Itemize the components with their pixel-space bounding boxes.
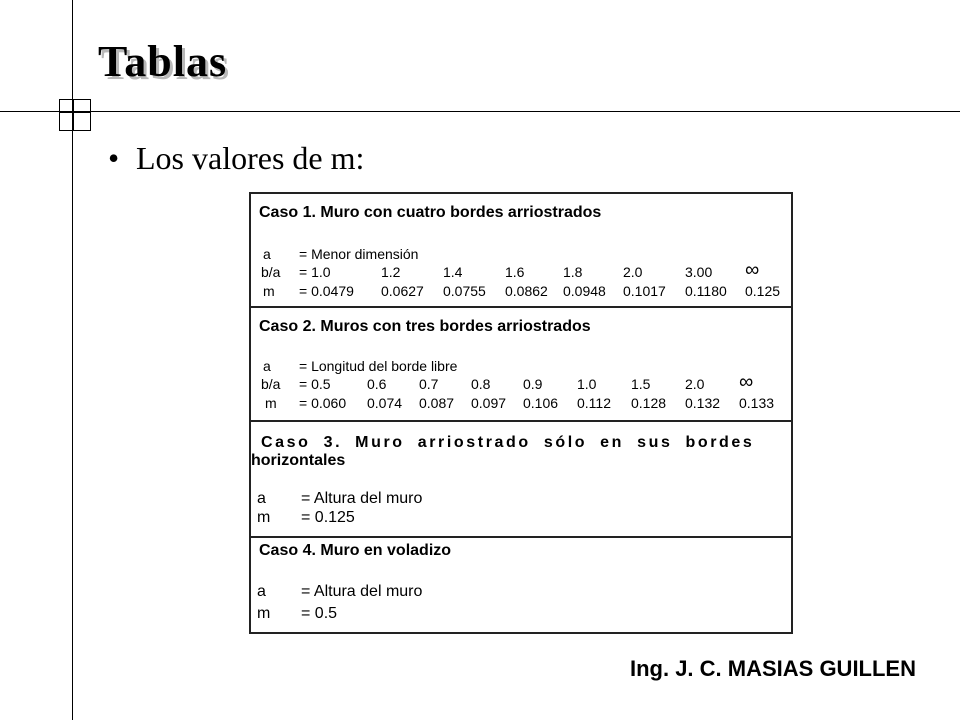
case-2-ba-value-0: = 0.5	[299, 376, 331, 392]
case-1-ba-value-1: 1.2	[381, 264, 401, 280]
case-1-ba-value-5: 2.0	[623, 264, 643, 280]
case-1-m-value-5: 0.1017	[623, 283, 666, 299]
case-4	[251, 538, 791, 632]
case-4-m-value: = 0.5	[301, 605, 338, 622]
case-1-ba-value-4: 1.8	[563, 264, 583, 280]
case-2-m-value-8: 0.133	[739, 395, 775, 411]
case-2-ba-label: b/a	[261, 376, 281, 392]
case-1-m-value-1: 0.0627	[381, 283, 424, 299]
case-2-ba-value-4: 0.9	[523, 376, 543, 392]
case-1-m-value-3: 0.0862	[505, 283, 548, 299]
case-2-ba-value-5: 1.0	[577, 376, 597, 392]
bullet-text: Los valores de m:	[136, 140, 365, 176]
case-3-m-label: m	[257, 509, 271, 526]
case-3-title-line2: horizontales	[251, 452, 346, 469]
case-2-m-value-3: 0.097	[471, 395, 507, 411]
case-1-m-label: m	[263, 283, 275, 299]
case-2-m-value-2: 0.087	[419, 395, 455, 411]
case-1-a-definition: = Menor dimensión	[299, 246, 419, 262]
case-1-ba-value-0: = 1.0	[299, 264, 331, 280]
horizontal-rule	[0, 111, 960, 112]
case-2-ba-value-3: 0.8	[471, 376, 491, 392]
case-1-m-value-0: = 0.0479	[299, 283, 354, 299]
case-2-ba-value-7: 2.0	[685, 376, 705, 392]
case-3-m-value: = 0.125	[301, 509, 355, 526]
case-1-ba-value-3: 1.6	[505, 264, 525, 280]
case-1-m-value-7: 0.125	[745, 283, 781, 299]
case-2-a-definition: = Longitud del borde libre	[299, 358, 458, 374]
case-2-ba-value-8: ∞	[739, 371, 754, 393]
case-3	[251, 422, 791, 538]
case-2-a-label: a	[263, 358, 271, 374]
case-2	[251, 308, 791, 422]
case-1-m-value-6: 0.1180	[685, 283, 727, 299]
case-2-m-value-5: 0.112	[577, 395, 611, 411]
bullet-dot: •	[108, 140, 120, 176]
case-2-ba-value-1: 0.6	[367, 376, 387, 392]
case-1-m-value-4: 0.0948	[563, 283, 606, 299]
case-2-m-value-0: = 0.060	[299, 395, 347, 411]
case-1-ba-value-6: 3.00	[685, 264, 713, 280]
case-1-m-value-2: 0.0755	[443, 283, 486, 299]
case-4-m-label: m	[257, 605, 271, 622]
case-1-ba-value-7: ∞	[745, 259, 760, 281]
case-4-a-definition: = Altura del muro	[301, 583, 423, 600]
case-1	[251, 194, 791, 308]
case-3-title-line1: Caso 3. Muro arriostrado sólo en sus bordes	[261, 434, 755, 451]
case-2-m-value-7: 0.132	[685, 395, 721, 411]
case-1-title: Caso 1. Muro con cuatro bordes arriostrados	[259, 204, 602, 221]
case-1-ba-value-2: 1.4	[443, 264, 463, 280]
case-2-title: Caso 2. Muros con tres bordes arriostrados	[259, 318, 591, 335]
m-values-table	[249, 192, 793, 634]
slide-title: Tablas	[98, 37, 228, 86]
case-1-ba-label: b/a	[261, 264, 281, 280]
case-2-m-value-6: 0.128	[631, 395, 667, 411]
case-3-a-definition: = Altura del muro	[301, 490, 423, 507]
case-4-title: Caso 4. Muro en voladizo	[259, 542, 452, 559]
author-footer: Ing. J. C. MASIAS GUILLEN	[629, 656, 916, 681]
case-2-m-value-1: 0.074	[367, 395, 403, 411]
case-2-ba-value-2: 0.7	[419, 376, 439, 392]
case-2-ba-value-6: 1.5	[631, 376, 651, 392]
case-4-a-label: a	[257, 583, 266, 600]
case-2-m-value-4: 0.106	[523, 395, 559, 411]
case-2-m-label: m	[265, 395, 277, 411]
bullet-item	[108, 140, 364, 177]
case-1-a-label: a	[263, 246, 271, 262]
crosshair-ornament	[59, 99, 91, 131]
case-3-a-label: a	[257, 490, 266, 507]
